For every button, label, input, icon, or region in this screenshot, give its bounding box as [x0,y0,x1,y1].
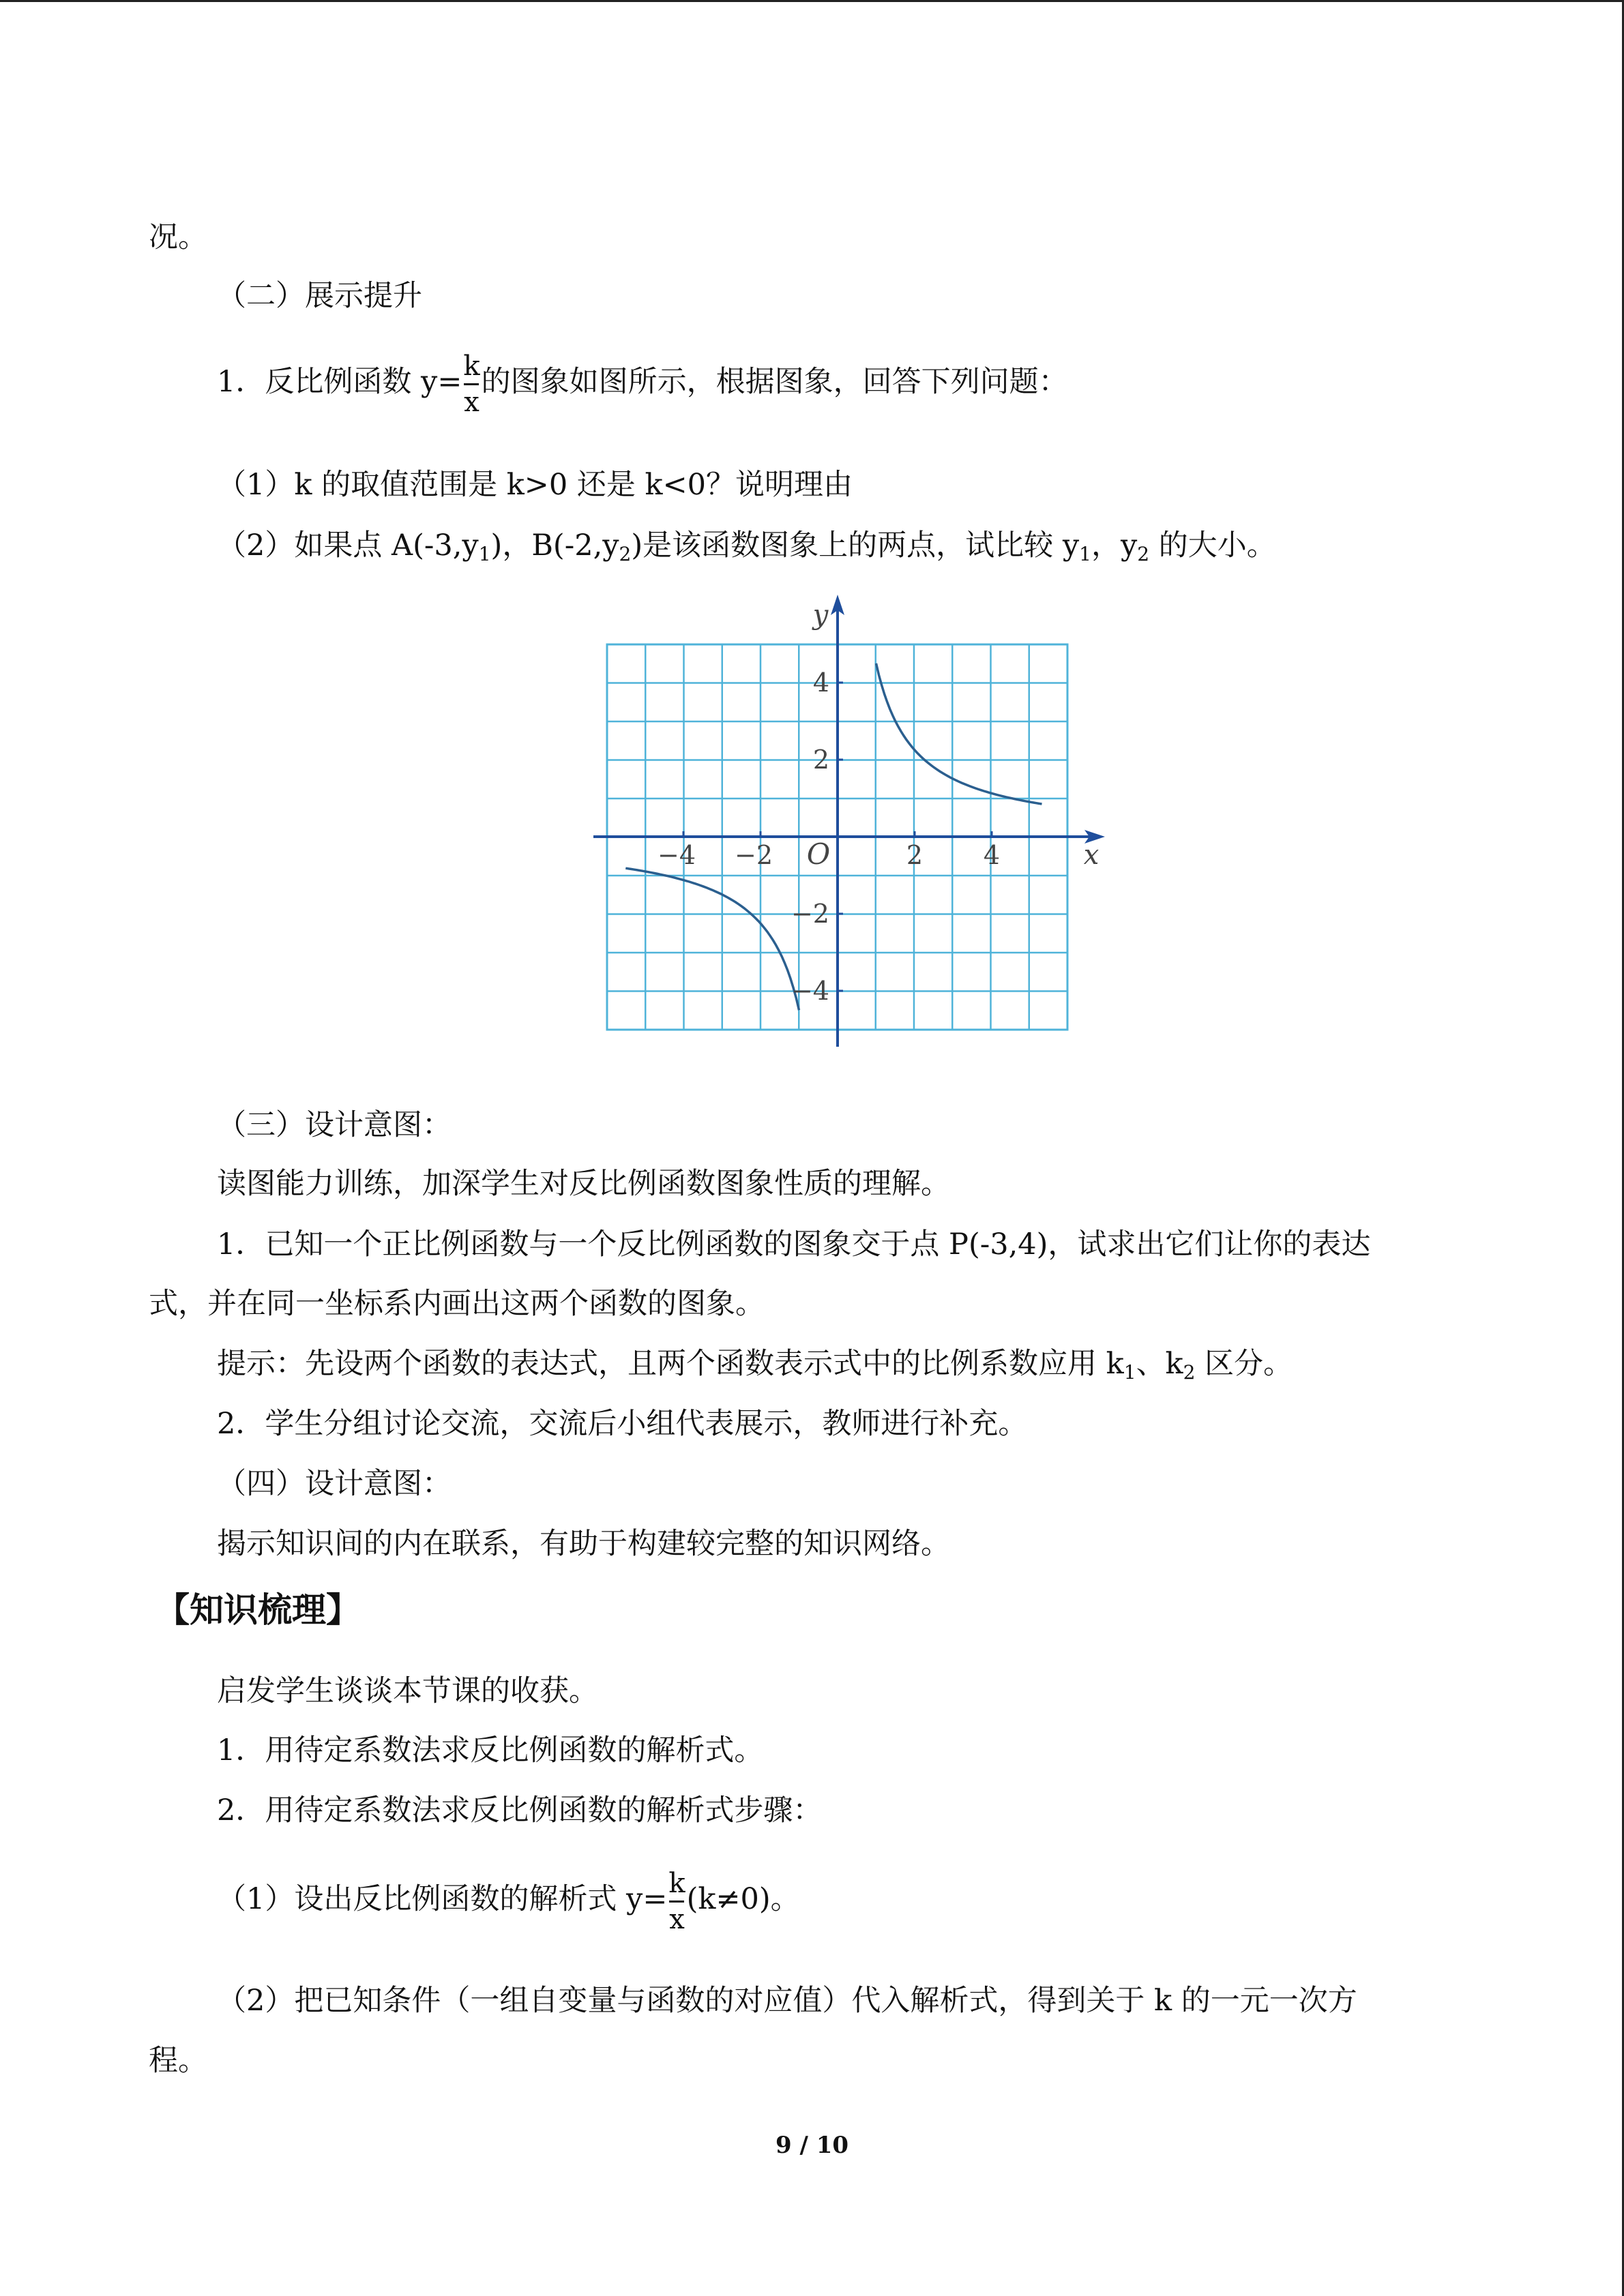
step-1-text-a: （1）设出反比例函数的解析式 y= [217,1882,668,1916]
y-axis-label: y [812,599,829,631]
x-tick-label: 2 [906,840,924,870]
paragraph: 启发学生谈谈本节课的收获。 [217,1674,598,1708]
q1-2-text-e: 的大小。 [1149,528,1276,563]
q1-2-text-b: )，B(-2,y [490,528,619,563]
y-tick-label: 2 [812,745,829,775]
fraction-numerator: k [668,1867,685,1899]
step-1-text-b: (k≠0)。 [686,1882,800,1916]
hint-text-b: 、k [1136,1347,1183,1381]
q1-2-text-d: ，y [1091,528,1138,563]
y-tick-label: 4 [812,668,829,698]
question-1-text-a: 1．反比例函数 y= [217,365,462,399]
x-axis-label: x [1083,839,1099,871]
paragraph-continuation: 况。 [149,220,207,254]
question-1 [217,341,1068,423]
subscript: 2 [1137,543,1150,565]
y-tick-label: −4 [791,976,829,1006]
subscript: 2 [1183,1361,1196,1384]
x-tick-label: −4 [657,840,696,870]
fraction-k-over-x [463,351,479,418]
question-1-part-1: （1）k 的取值范围是 k>0 还是 k<0？说明理由 [217,468,853,502]
paragraph: 1．用待定系数法求反比例函数的解析式。 [217,1733,764,1768]
subscript: 1 [1079,543,1091,565]
hint-text-c: 区分。 [1195,1347,1293,1381]
inverse-proportion-graph [587,593,1105,1050]
y-tick-label: −2 [791,899,829,929]
section-heading: 【知识梳理】 [156,1590,360,1630]
question-1-text-b: 的图象如图所示，根据图象，回答下列问题： [481,365,1068,399]
page-number: 9 / 10 [775,2132,849,2159]
hint-text-a: 提示：先设两个函数的表达式，且两个函数表示式中的比例系数应用 k [217,1347,1124,1381]
fraction-denominator: x [669,1903,685,1935]
curve-third-quadrant [625,868,799,1010]
fraction-k-over-x [668,1868,685,1935]
q1-2-text-a: （2）如果点 A(-3,y [217,528,479,563]
paragraph: 揭示知识间的内在联系，有助于构建较完整的知识网络。 [217,1527,950,1561]
subheading-display: （二）展示提升 [217,279,422,313]
paragraph: 2．学生分组讨论交流，交流后小组代表展示，教师进行补充。 [217,1407,1028,1441]
fraction-bar [464,383,479,385]
x-tick-label: −2 [734,840,773,870]
subscript: 1 [478,543,491,565]
subscript: 2 [619,543,632,565]
step-1 [217,1858,800,1940]
step-2-continued: 程。 [149,2044,207,2078]
origin-label: O [806,837,831,871]
fraction-bar [669,1900,684,1903]
paragraph: 读图能力训练，加深学生对反比例函数图象性质的理解。 [217,1167,950,1201]
paragraph: 2．用待定系数法求反比例函数的解析式步骤： [217,1793,823,1828]
x-tick-label: 4 [983,840,1001,870]
subheading-design-3: （三）设计意图： [217,1108,452,1142]
step-2: （2）把已知条件（一组自变量与函数的对应值）代入解析式，得到关于 k 的一元一次方 [217,1984,1357,2018]
q1-2-text-c: )是该函数图象上的两点，试比较 y [631,528,1080,563]
paragraph: 式，并在同一坐标系内画出这两个函数的图象。 [149,1287,765,1321]
curve-first-quadrant [876,664,1042,804]
paragraph: 1．已知一个正比例函数与一个反比例函数的图象交于点 P(-3,4)，试求出它们让你的表达 [217,1227,1371,1262]
hint-paragraph [217,1343,1293,1393]
fraction-denominator: x [464,386,479,418]
fraction-numerator: k [463,350,480,382]
question-1-part-2 [217,525,1276,575]
subscript: 1 [1123,1361,1136,1384]
subheading-design-4: （四）设计意图： [217,1467,452,1501]
top-border [0,0,1624,2]
